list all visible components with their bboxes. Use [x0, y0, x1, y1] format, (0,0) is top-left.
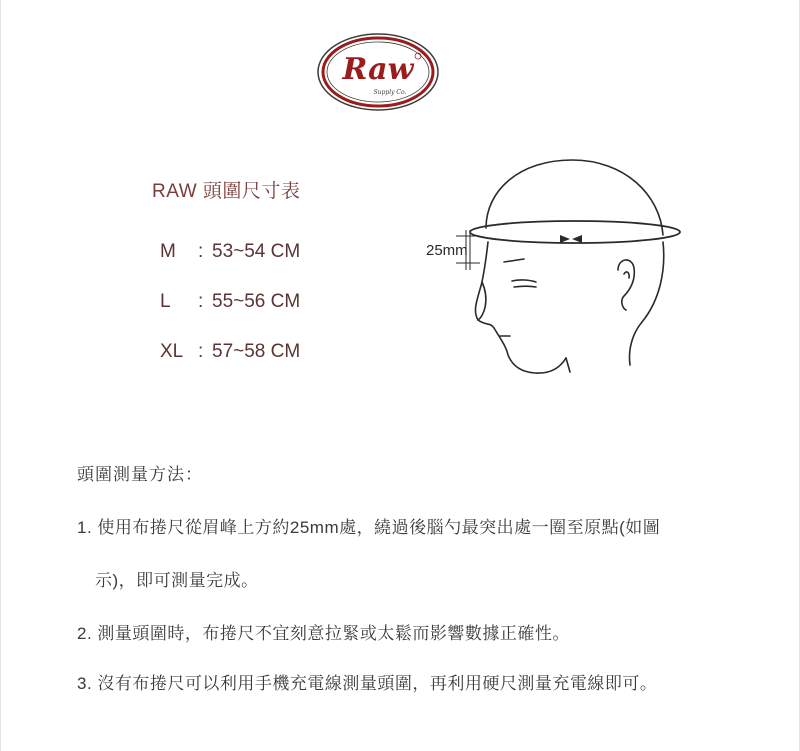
size-range: 53~54 CM	[212, 241, 301, 262]
size-label: M	[160, 241, 176, 262]
size-separator: :	[198, 291, 204, 312]
arrow-right-icon	[572, 235, 582, 243]
method-title: 頭圍測量方法：	[77, 465, 203, 484]
size-label: XL	[160, 341, 184, 362]
step-1-line-1: 1. 使用布捲尺從眉峰上方約25mm處，繞過後腦勺最突出處一圈至原點(如圖	[77, 518, 661, 537]
size-range: 55~56 CM	[212, 291, 301, 312]
offset-label: 25mm	[426, 242, 468, 259]
frame-left-border	[0, 0, 1, 751]
step-1-line-2: 示)，即可測量完成。	[95, 571, 259, 590]
size-row-xl	[160, 341, 300, 363]
head-measurement-diagram	[420, 150, 690, 380]
size-separator: :	[198, 241, 204, 262]
size-row-m	[160, 241, 300, 263]
size-range: 57~58 CM	[212, 341, 301, 362]
logo-wordmark: Raw	[342, 52, 414, 87]
step-3: 3. 沒有布捲尺可以利用手機充電線測量頭圍，再利用硬尺測量充電線即可。	[77, 674, 658, 693]
raw-logo	[316, 32, 440, 112]
size-label: L	[160, 291, 171, 312]
step-2: 2. 測量頭圍時，布捲尺不宜刻意拉緊或太鬆而影響數據正確性。	[77, 624, 570, 643]
logo-subtext: Supply Co.	[373, 89, 407, 96]
arrow-left-icon	[560, 235, 570, 243]
size-row-l	[160, 291, 300, 313]
size-chart-title: RAW 頭圍尺寸表	[152, 181, 301, 202]
size-separator: :	[198, 341, 204, 362]
